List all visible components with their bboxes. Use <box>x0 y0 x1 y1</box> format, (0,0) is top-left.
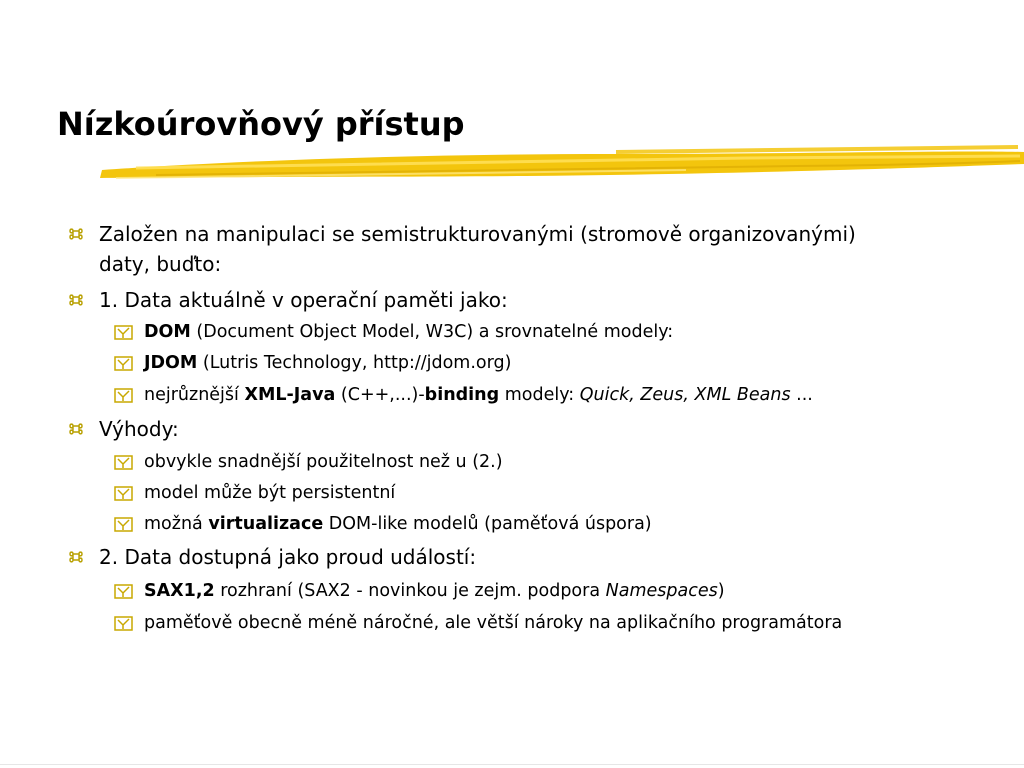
checkbox-bullet-icon <box>114 616 133 631</box>
text-run: (Document Object Model, W3C) a srovnatelné modely: <box>190 322 674 342</box>
bullet-text <box>144 511 652 537</box>
bullet-text: Výhody: <box>99 417 179 441</box>
bold-term: JDOM <box>144 353 198 373</box>
text-run: rozhraní (SAX2 - novinkou je zejm. podpora <box>214 581 606 601</box>
text-run: modely: <box>499 385 580 405</box>
command-key-bullet-icon <box>68 226 84 242</box>
text-run: DOM-like modelů (paměťová úspora) <box>323 514 652 534</box>
checkbox-bullet-icon <box>114 455 133 470</box>
checkbox-bullet-icon <box>114 486 133 501</box>
slide-title: Nízkoúrovňový přístup <box>57 105 465 143</box>
bold-term: SAX1,2 <box>144 581 215 601</box>
checkbox-bullet-icon <box>114 584 133 599</box>
bottom-divider <box>0 764 1024 765</box>
text-run: (Lutris Technology, http://jdom.org) <box>197 353 512 373</box>
text-run: ... <box>790 385 813 405</box>
bullet-text <box>144 382 813 408</box>
italic-term: Namespaces <box>605 581 718 601</box>
bullet-text: obvykle snadnější použitelnost než u (2.) <box>144 452 503 472</box>
bullet-text <box>144 578 725 604</box>
bullet-text: model může být persistentní <box>144 483 396 503</box>
text-run: (C++,...)- <box>335 385 425 405</box>
checkbox-bullet-icon <box>114 517 133 532</box>
bold-term: virtualizace <box>208 514 324 534</box>
checkbox-bullet-icon <box>114 325 133 340</box>
bullet-text <box>144 350 511 376</box>
bullet-text: paměťově obecně méně náročné, ale větší nároky na aplikačního programátora <box>144 613 843 633</box>
command-key-bullet-icon <box>68 549 84 565</box>
bold-term: DOM <box>144 322 191 342</box>
bullet-text: 1. Data aktuálně v operační paměti jako: <box>99 288 508 312</box>
bold-term: XML-Java <box>244 385 336 405</box>
bullet-text: daty, buďto: <box>99 252 222 276</box>
text-run: ) <box>717 581 725 601</box>
checkbox-bullet-icon <box>114 388 133 403</box>
text-run: možná <box>144 514 209 534</box>
command-key-bullet-icon <box>68 292 84 308</box>
bullet-text: 2. Data dostupná jako proud událostí: <box>99 545 477 569</box>
bullet-text: Založen na manipulaci se semistrukturovanými (stromově organizovanými) <box>99 222 856 246</box>
bold-term: binding <box>424 385 500 405</box>
text-run: nejrůznější <box>144 385 245 405</box>
italic-term: Quick, Zeus, XML Beans <box>579 385 791 405</box>
checkbox-bullet-icon <box>114 356 133 371</box>
bullet-text <box>144 319 673 345</box>
command-key-bullet-icon <box>68 421 84 437</box>
